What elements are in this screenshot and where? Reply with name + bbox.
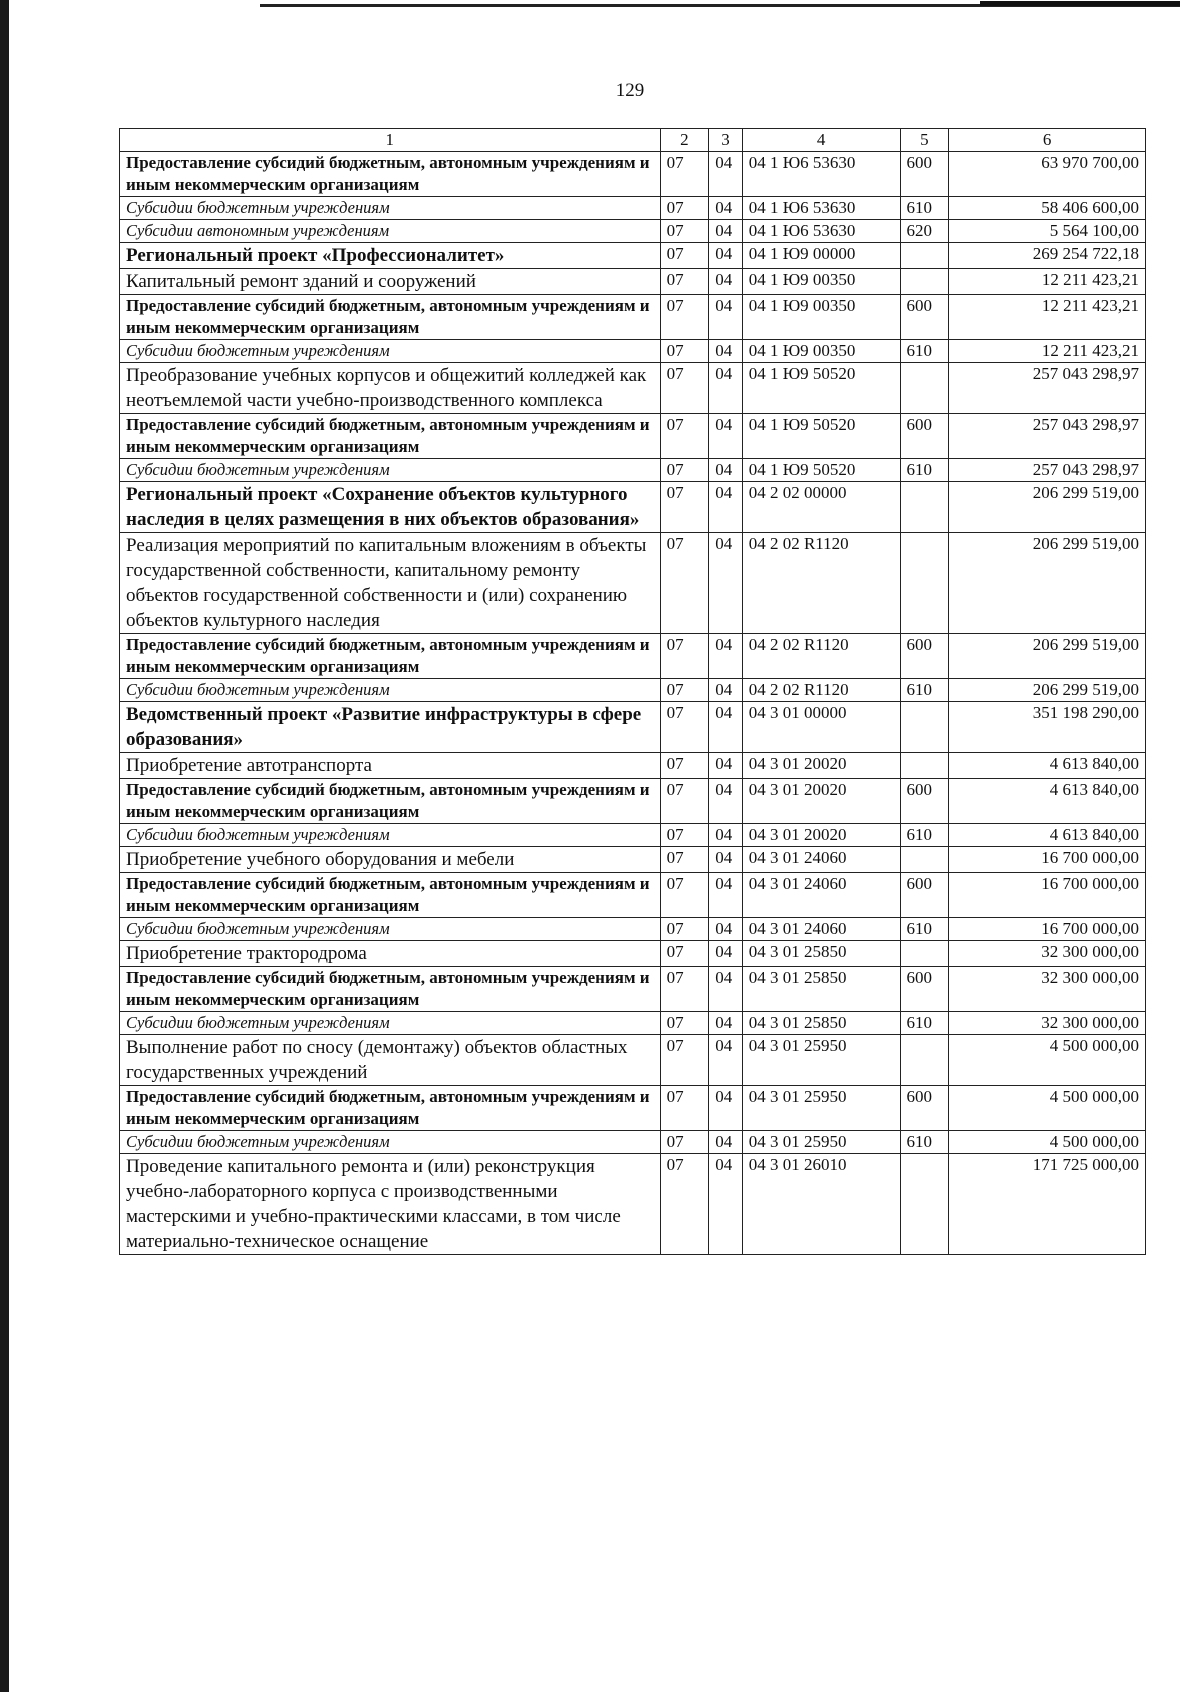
cell-section: 07 (660, 702, 709, 753)
table-row (120, 459, 1146, 482)
cell-expense-type (900, 269, 949, 295)
cell-name: Субсидии бюджетным учреждениям (120, 1131, 661, 1154)
cell-subsection: 04 (709, 482, 743, 533)
cell-amount: 206 299 519,00 (949, 679, 1146, 702)
table-row (120, 779, 1146, 824)
cell-expense-type: 600 (900, 967, 949, 1012)
cell-name: Предоставление субсидий бюджетным, автономным учреждениям и иным некоммерческим организациям (120, 967, 661, 1012)
cell-expense-type: 600 (900, 1086, 949, 1131)
cell-subsection: 04 (709, 873, 743, 918)
cell-expense-type (900, 243, 949, 269)
cell-subsection: 04 (709, 779, 743, 824)
column-header-section: 2 (660, 129, 709, 152)
cell-name: Проведение капитального ремонта и (или) реконструкция учебно-лабораторного корпуса с производственными мастерскими и учебно-практическими классами, в том числе материально-техническое оснащение (120, 1154, 661, 1255)
column-header-amount: 6 (949, 129, 1146, 152)
cell-subsection: 04 (709, 295, 743, 340)
cell-name: Субсидии бюджетным учреждениям (120, 1012, 661, 1035)
cell-target-code: 04 3 01 25950 (742, 1086, 900, 1131)
table-row (120, 702, 1146, 753)
cell-target-code: 04 1 Ю6 53630 (742, 197, 900, 220)
table-row (120, 220, 1146, 243)
cell-expense-type (900, 753, 949, 779)
cell-subsection: 04 (709, 634, 743, 679)
cell-target-code: 04 3 01 25950 (742, 1131, 900, 1154)
cell-expense-type: 610 (900, 1012, 949, 1035)
cell-section: 07 (660, 363, 709, 414)
cell-amount: 16 700 000,00 (949, 873, 1146, 918)
cell-subsection: 04 (709, 414, 743, 459)
cell-section: 07 (660, 873, 709, 918)
cell-expense-type: 600 (900, 873, 949, 918)
table-row (120, 824, 1146, 847)
table-header-row (120, 129, 1146, 152)
cell-target-code: 04 1 Ю9 00350 (742, 340, 900, 363)
cell-amount: 58 406 600,00 (949, 197, 1146, 220)
cell-target-code: 04 3 01 25850 (742, 1012, 900, 1035)
cell-section: 07 (660, 269, 709, 295)
cell-target-code: 04 3 01 20020 (742, 779, 900, 824)
cell-section: 07 (660, 1086, 709, 1131)
table-row (120, 482, 1146, 533)
cell-expense-type (900, 941, 949, 967)
cell-subsection: 04 (709, 197, 743, 220)
cell-section: 07 (660, 414, 709, 459)
cell-amount: 257 043 298,97 (949, 459, 1146, 482)
cell-expense-type: 610 (900, 918, 949, 941)
cell-expense-type: 600 (900, 414, 949, 459)
cell-subsection: 04 (709, 753, 743, 779)
cell-section: 07 (660, 459, 709, 482)
cell-target-code: 04 1 Ю9 50520 (742, 459, 900, 482)
cell-subsection: 04 (709, 1154, 743, 1255)
cell-name: Субсидии бюджетным учреждениям (120, 824, 661, 847)
cell-section: 07 (660, 533, 709, 634)
cell-section: 07 (660, 1154, 709, 1255)
cell-subsection: 04 (709, 1131, 743, 1154)
cell-name: Приобретение трактородрома (120, 941, 661, 967)
cell-amount: 12 211 423,21 (949, 295, 1146, 340)
table-row (120, 634, 1146, 679)
cell-name: Предоставление субсидий бюджетным, автономным учреждениям и иным некоммерческим организациям (120, 152, 661, 197)
cell-target-code: 04 1 Ю6 53630 (742, 152, 900, 197)
cell-section: 07 (660, 295, 709, 340)
table-row (120, 197, 1146, 220)
cell-expense-type (900, 847, 949, 873)
table-row (120, 533, 1146, 634)
cell-expense-type: 610 (900, 824, 949, 847)
column-header-name: 1 (120, 129, 661, 152)
cell-name: Предоставление субсидий бюджетным, автономным учреждениям и иным некоммерческим организациям (120, 295, 661, 340)
cell-name: Приобретение учебного оборудования и мебели (120, 847, 661, 873)
cell-expense-type: 610 (900, 197, 949, 220)
table-row (120, 295, 1146, 340)
cell-section: 07 (660, 340, 709, 363)
cell-name: Субсидии бюджетным учреждениям (120, 340, 661, 363)
cell-amount: 206 299 519,00 (949, 533, 1146, 634)
cell-name: Региональный проект «Сохранение объектов культурного наследия в целях размещения в них объектов образования» (120, 482, 661, 533)
cell-subsection: 04 (709, 824, 743, 847)
table-row (120, 753, 1146, 779)
cell-section: 07 (660, 753, 709, 779)
cell-name: Приобретение автотранспорта (120, 753, 661, 779)
cell-subsection: 04 (709, 967, 743, 1012)
cell-amount: 4 613 840,00 (949, 753, 1146, 779)
table-row (120, 1154, 1146, 1255)
cell-amount: 4 613 840,00 (949, 824, 1146, 847)
cell-expense-type: 600 (900, 779, 949, 824)
cell-amount: 4 500 000,00 (949, 1035, 1146, 1086)
cell-name: Выполнение работ по сносу (демонтажу) объектов областных государственных учреждений (120, 1035, 661, 1086)
cell-name: Субсидии бюджетным учреждениям (120, 459, 661, 482)
cell-expense-type: 610 (900, 1131, 949, 1154)
cell-amount: 32 300 000,00 (949, 1012, 1146, 1035)
budget-table (119, 128, 1146, 1255)
cell-section: 07 (660, 243, 709, 269)
cell-amount: 257 043 298,97 (949, 414, 1146, 459)
cell-subsection: 04 (709, 152, 743, 197)
column-header-expense-type: 5 (900, 129, 949, 152)
cell-target-code: 04 3 01 24060 (742, 918, 900, 941)
cell-amount: 5 564 100,00 (949, 220, 1146, 243)
cell-subsection: 04 (709, 679, 743, 702)
cell-amount: 4 500 000,00 (949, 1086, 1146, 1131)
cell-name: Предоставление субсидий бюджетным, автономным учреждениям и иным некоммерческим организациям (120, 873, 661, 918)
cell-amount: 63 970 700,00 (949, 152, 1146, 197)
cell-section: 07 (660, 1035, 709, 1086)
table-row (120, 243, 1146, 269)
cell-expense-type (900, 1154, 949, 1255)
cell-name: Реализация мероприятий по капитальным вложениям в объекты государственной собственности, капитальному ремонту объектов государственной собственности и (или) сохранению объектов культурного наследия (120, 533, 661, 634)
cell-target-code: 04 3 01 20020 (742, 824, 900, 847)
cell-amount: 269 254 722,18 (949, 243, 1146, 269)
scan-top-mark (980, 1, 1180, 6)
cell-section: 07 (660, 482, 709, 533)
cell-expense-type (900, 1035, 949, 1086)
cell-target-code: 04 1 Ю9 00350 (742, 269, 900, 295)
cell-subsection: 04 (709, 220, 743, 243)
cell-expense-type: 600 (900, 295, 949, 340)
table-row (120, 873, 1146, 918)
cell-section: 07 (660, 967, 709, 1012)
cell-section: 07 (660, 152, 709, 197)
cell-amount: 16 700 000,00 (949, 847, 1146, 873)
cell-section: 07 (660, 941, 709, 967)
cell-target-code: 04 3 01 24060 (742, 873, 900, 918)
cell-name: Предоставление субсидий бюджетным, автономным учреждениям и иным некоммерческим организациям (120, 779, 661, 824)
cell-name: Предоставление субсидий бюджетным, автономным учреждениям и иным некоммерческим организациям (120, 634, 661, 679)
cell-expense-type: 600 (900, 152, 949, 197)
cell-section: 07 (660, 824, 709, 847)
cell-target-code: 04 3 01 20020 (742, 753, 900, 779)
cell-name: Преобразование учебных корпусов и общежитий колледжей как неотъемлемой части учебно-производственного комплекса (120, 363, 661, 414)
cell-expense-type: 610 (900, 679, 949, 702)
cell-amount: 12 211 423,21 (949, 269, 1146, 295)
cell-name: Предоставление субсидий бюджетным, автономным учреждениям и иным некоммерческим организациям (120, 1086, 661, 1131)
page-number: 129 (615, 80, 645, 101)
cell-subsection: 04 (709, 533, 743, 634)
table-row (120, 1035, 1146, 1086)
cell-expense-type (900, 533, 949, 634)
cell-subsection: 04 (709, 941, 743, 967)
cell-name: Субсидии автономным учреждениям (120, 220, 661, 243)
cell-name: Субсидии бюджетным учреждениям (120, 918, 661, 941)
cell-expense-type (900, 702, 949, 753)
cell-section: 07 (660, 918, 709, 941)
cell-section: 07 (660, 220, 709, 243)
table-row (120, 1086, 1146, 1131)
cell-subsection: 04 (709, 363, 743, 414)
cell-amount: 257 043 298,97 (949, 363, 1146, 414)
cell-expense-type: 620 (900, 220, 949, 243)
table-row (120, 1131, 1146, 1154)
table-row (120, 269, 1146, 295)
cell-target-code: 04 1 Ю6 53630 (742, 220, 900, 243)
cell-section: 07 (660, 197, 709, 220)
table-row (120, 967, 1146, 1012)
cell-expense-type (900, 482, 949, 533)
cell-section: 07 (660, 847, 709, 873)
cell-name: Субсидии бюджетным учреждениям (120, 679, 661, 702)
cell-target-code: 04 1 Ю9 00350 (742, 295, 900, 340)
cell-amount: 206 299 519,00 (949, 482, 1146, 533)
cell-subsection: 04 (709, 459, 743, 482)
cell-amount: 171 725 000,00 (949, 1154, 1146, 1255)
table-row (120, 152, 1146, 197)
cell-name: Капитальный ремонт зданий и сооружений (120, 269, 661, 295)
cell-name: Субсидии бюджетным учреждениям (120, 197, 661, 220)
cell-name: Предоставление субсидий бюджетным, автономным учреждениям и иным некоммерческим организациям (120, 414, 661, 459)
cell-target-code: 04 3 01 25850 (742, 941, 900, 967)
column-header-subsection: 3 (709, 129, 743, 152)
cell-subsection: 04 (709, 1035, 743, 1086)
cell-amount: 12 211 423,21 (949, 340, 1146, 363)
table-row (120, 340, 1146, 363)
table-row (120, 679, 1146, 702)
cell-subsection: 04 (709, 1012, 743, 1035)
cell-expense-type: 600 (900, 634, 949, 679)
table-row (120, 847, 1146, 873)
cell-section: 07 (660, 1012, 709, 1035)
cell-subsection: 04 (709, 243, 743, 269)
table-row (120, 363, 1146, 414)
cell-section: 07 (660, 1131, 709, 1154)
cell-name: Региональный проект «Профессионалитет» (120, 243, 661, 269)
cell-target-code: 04 1 Ю9 50520 (742, 363, 900, 414)
cell-amount: 4 500 000,00 (949, 1131, 1146, 1154)
cell-subsection: 04 (709, 702, 743, 753)
cell-target-code: 04 2 02 00000 (742, 482, 900, 533)
cell-expense-type: 610 (900, 340, 949, 363)
cell-expense-type: 610 (900, 459, 949, 482)
cell-target-code: 04 3 01 24060 (742, 847, 900, 873)
cell-subsection: 04 (709, 847, 743, 873)
cell-section: 07 (660, 779, 709, 824)
cell-section: 07 (660, 679, 709, 702)
cell-target-code: 04 3 01 26010 (742, 1154, 900, 1255)
cell-subsection: 04 (709, 340, 743, 363)
cell-target-code: 04 2 02 R1120 (742, 533, 900, 634)
column-header-target-code: 4 (742, 129, 900, 152)
table-body (120, 152, 1146, 1255)
scan-edge-left (0, 0, 9, 1692)
cell-amount: 16 700 000,00 (949, 918, 1146, 941)
cell-amount: 32 300 000,00 (949, 967, 1146, 1012)
cell-subsection: 04 (709, 1086, 743, 1131)
table-row (120, 918, 1146, 941)
cell-target-code: 04 1 Ю9 50520 (742, 414, 900, 459)
cell-amount: 32 300 000,00 (949, 941, 1146, 967)
table-row (120, 941, 1146, 967)
cell-target-code: 04 1 Ю9 00000 (742, 243, 900, 269)
cell-subsection: 04 (709, 918, 743, 941)
cell-amount: 206 299 519,00 (949, 634, 1146, 679)
cell-subsection: 04 (709, 269, 743, 295)
table-row (120, 414, 1146, 459)
cell-name: Ведомственный проект «Развитие инфраструктуры в сфере образования» (120, 702, 661, 753)
cell-target-code: 04 2 02 R1120 (742, 679, 900, 702)
cell-amount: 4 613 840,00 (949, 779, 1146, 824)
cell-target-code: 04 2 02 R1120 (742, 634, 900, 679)
cell-target-code: 04 3 01 25850 (742, 967, 900, 1012)
cell-expense-type (900, 363, 949, 414)
cell-target-code: 04 3 01 25950 (742, 1035, 900, 1086)
cell-target-code: 04 3 01 00000 (742, 702, 900, 753)
cell-section: 07 (660, 634, 709, 679)
cell-amount: 351 198 290,00 (949, 702, 1146, 753)
table-row (120, 1012, 1146, 1035)
